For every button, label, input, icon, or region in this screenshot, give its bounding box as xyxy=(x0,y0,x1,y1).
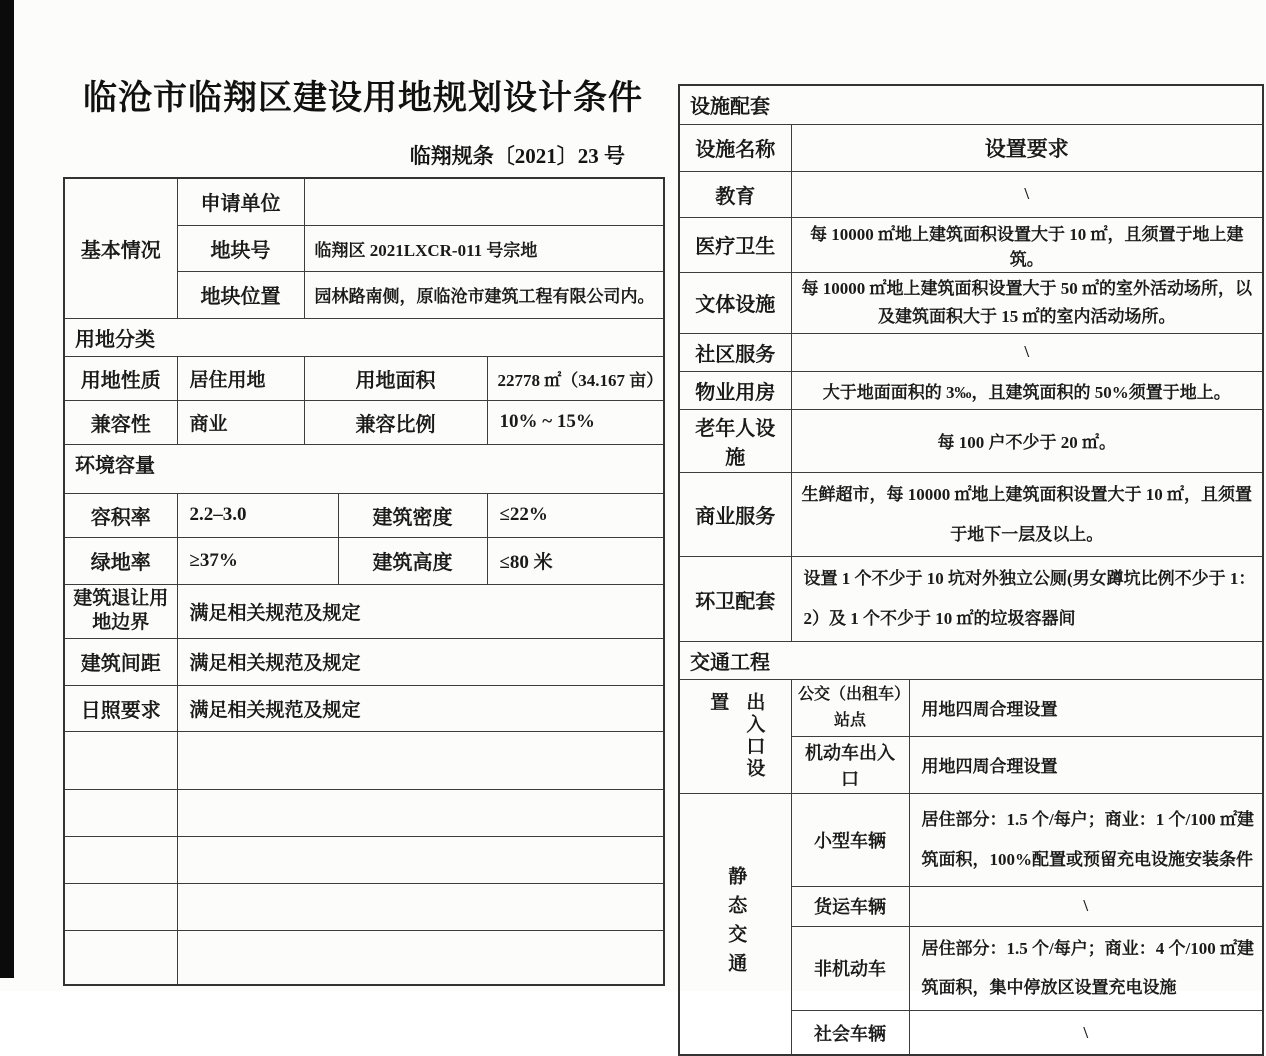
column-header-name: 设施名称 xyxy=(679,124,791,171)
row-label: 绿地率 xyxy=(64,537,177,584)
traffic-item-requirement: \ xyxy=(909,886,1263,926)
row-value: 满足相关规范及规定 xyxy=(177,584,664,638)
empty-row-value xyxy=(177,930,664,985)
traffic-item-requirement: 居住部分：1.5 个/每户；商业：4 个/100 ㎡建筑面积，集中停放区设置充电设施 xyxy=(909,926,1263,1011)
facility-requirement: 设置 1 个不少于 10 坑对外独立公厕(男女蹲坑比例不少于 1：2）及 1 个不少于 10 ㎡的垃圾容器间 xyxy=(791,557,1263,642)
row-value xyxy=(304,178,664,225)
row-value: 2.2–3.0 xyxy=(177,493,338,537)
row-label: 建筑密度 xyxy=(338,493,487,537)
environment-section-header: 环境容量 xyxy=(64,444,664,493)
facility-name: 物业用房 xyxy=(679,371,791,409)
row-value: 22778 ㎡（34.167 亩） xyxy=(487,356,664,400)
facility-requirement: 每 100 户不少于 20 ㎡。 xyxy=(791,409,1263,472)
facility-name: 老年人设施 xyxy=(679,409,791,472)
traffic-item-name: 非机动车 xyxy=(791,926,909,1011)
row-value: ≤22% xyxy=(487,493,664,537)
row-label: 日照要求 xyxy=(64,685,177,731)
static-traffic-group-header xyxy=(679,793,791,1055)
empty-row-value xyxy=(177,731,664,789)
empty-row-label xyxy=(64,883,177,930)
land-class-section-header: 用地分类 xyxy=(64,318,664,356)
doc-number: 临翔规条〔2021〕23 号 xyxy=(409,144,625,168)
facility-name: 社区服务 xyxy=(679,333,791,371)
empty-row-value xyxy=(177,789,664,836)
row-label: 申请单位 xyxy=(177,178,304,225)
facility-name: 商业服务 xyxy=(679,472,791,557)
facility-name: 教育 xyxy=(679,171,791,217)
page-title: 临沧市临翔区建设用地规划设计条件 xyxy=(83,78,643,118)
traffic-item-name: 社会车辆 xyxy=(791,1011,909,1055)
row-label: 兼容性 xyxy=(64,400,177,444)
row-value: ≤80 米 xyxy=(487,537,664,584)
traffic-item-name: 小型车辆 xyxy=(791,793,909,886)
facility-requirement: 生鲜超市，每 10000 ㎡地上建筑面积设置大于 10 ㎡，且须置于地下一层及以上。 xyxy=(791,472,1263,557)
facilities-section-header: 设施配套 xyxy=(679,85,1263,124)
row-value: 满足相关规范及规定 xyxy=(177,638,664,685)
traffic-item-requirement: 用地四周合理设置 xyxy=(909,680,1263,736)
traffic-item-requirement: 用地四周合理设置 xyxy=(909,736,1263,793)
row-value: 临翔区 2021LXCR-011 号宗地 xyxy=(304,225,664,271)
facility-name: 医疗卫生 xyxy=(679,217,791,272)
row-label: 用地性质 xyxy=(64,356,177,400)
facility-requirement: 每 10000 ㎡地上建筑面积设置大于 10 ㎡，且须置于地上建筑。 xyxy=(791,217,1263,272)
facility-requirement: \ xyxy=(791,171,1263,217)
row-label: 容积率 xyxy=(64,493,177,537)
traffic-section-header: 交通工程 xyxy=(679,642,1263,680)
row-label: 建筑高度 xyxy=(338,537,487,584)
empty-row-label xyxy=(64,731,177,789)
facility-requirement: 每 10000 ㎡地上建筑面积设置大于 50 ㎡的室外活动场所，以及建筑面积大于 15 ㎡的室内活动场所。 xyxy=(791,272,1263,333)
scan-edge-strip xyxy=(0,0,14,978)
row-value: 满足相关规范及规定 xyxy=(177,685,664,731)
facility-name: 环卫配套 xyxy=(679,557,791,642)
traffic-item-name: 货运车辆 xyxy=(791,886,909,926)
row-label: 兼容比例 xyxy=(304,400,487,444)
row-label: 地块号 xyxy=(177,225,304,271)
empty-row-label xyxy=(64,789,177,836)
empty-row-value xyxy=(177,836,664,883)
access-group-vertical-text: 出入口设置 xyxy=(707,692,765,781)
traffic-item-requirement: 居住部分：1.5 个/每户；商业：1 个/100 ㎡建筑面积，100%配置或预留充电设施安装条件 xyxy=(909,793,1263,886)
row-value: 10% ~ 15% xyxy=(487,400,664,444)
row-label: 地块位置 xyxy=(177,271,304,318)
basic-info-header: 基本情况 xyxy=(64,178,177,318)
traffic-item-name: 公交（出租车）站点 xyxy=(791,680,909,736)
traffic-item-requirement: \ xyxy=(909,1011,1263,1055)
static-traffic-vertical-text: 静态交通 xyxy=(725,865,747,982)
left-conditions-table xyxy=(63,177,665,986)
empty-row-label xyxy=(64,836,177,883)
column-header-requirement: 设置要求 xyxy=(791,124,1263,171)
row-label: 建筑间距 xyxy=(64,638,177,685)
facility-requirement: \ xyxy=(791,333,1263,371)
row-label: 建筑退让用地边界 xyxy=(64,584,177,638)
facility-name: 文体设施 xyxy=(679,272,791,333)
facility-requirement: 大于地面面积的 3‰，且建筑面积的 50%须置于地上。 xyxy=(791,371,1263,409)
traffic-item-name: 机动车出入口 xyxy=(791,736,909,793)
row-value: 商业 xyxy=(177,400,304,444)
row-value: ≥37% xyxy=(177,537,338,584)
right-facilities-table xyxy=(678,84,1264,1056)
empty-row-value xyxy=(177,883,664,930)
row-label: 用地面积 xyxy=(304,356,487,400)
empty-row-label xyxy=(64,930,177,985)
access-group-header xyxy=(679,680,791,793)
row-value: 居住用地 xyxy=(177,356,304,400)
row-value: 园林路南侧，原临沧市建筑工程有限公司内。 xyxy=(304,271,664,318)
